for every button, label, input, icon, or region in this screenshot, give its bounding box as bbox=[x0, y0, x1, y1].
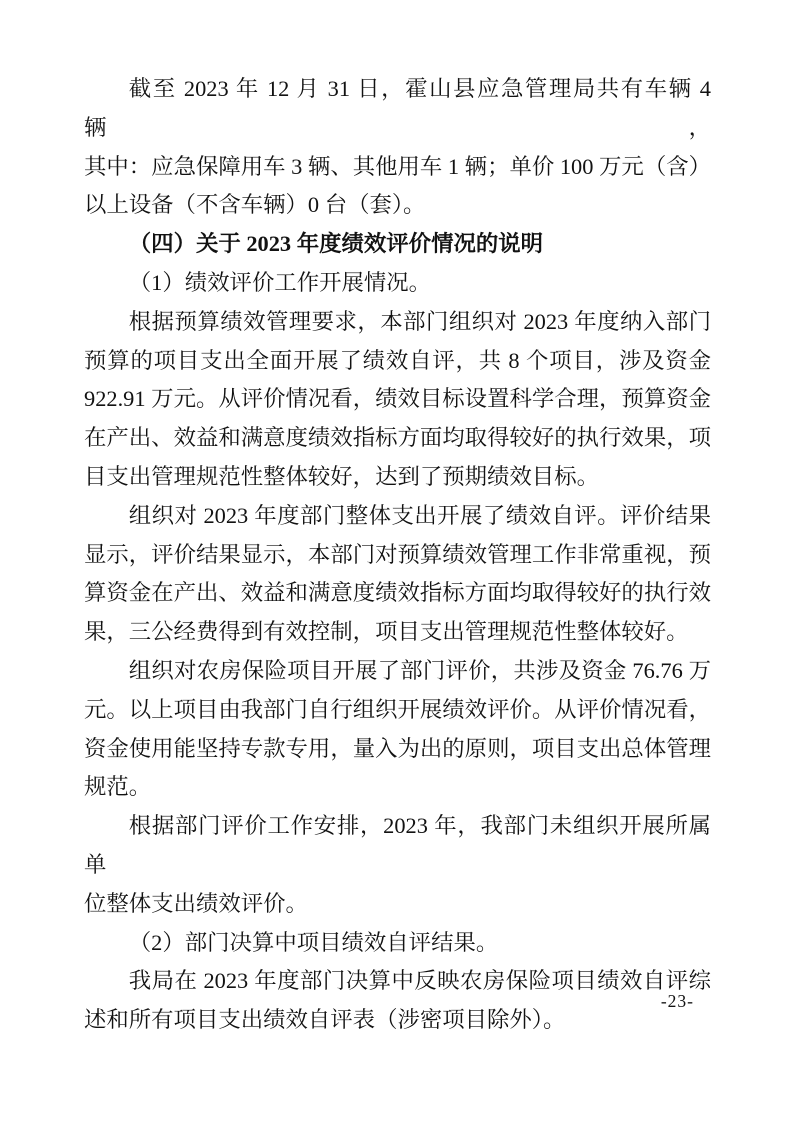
paragraph-line: 规范。 bbox=[84, 774, 152, 800]
paragraph-line: 其中：应急保障用车 3 辆、其他用车 1 辆；单价 100 万元（含） bbox=[84, 153, 711, 179]
section-heading-line: （四）关于 2023 年度绩效评价情况的说明 bbox=[128, 231, 544, 257]
paragraph-line: 位整体支出绩效评价。 bbox=[84, 890, 308, 916]
paragraph-line: （1）绩效评价工作开展情况。 bbox=[128, 269, 432, 295]
paragraph-line: 根据部门评价工作安排，2023 年，我部门未组织开展所属单 bbox=[84, 813, 711, 877]
paragraph-line: 922.91 万元。从评价情况看，绩效目标设置科学合理，预算资金 bbox=[84, 386, 711, 412]
paragraph-line: 截至 2023 年 12 月 31 日，霍山县应急管理局共有车辆 4 辆， bbox=[84, 76, 711, 140]
paragraph-line: 根据预算绩效管理要求，本部门组织对 2023 年度纳入部门 bbox=[128, 308, 711, 334]
paragraph-line: 组织对农房保险项目开展了部门评价，共涉及资金 76.76 万 bbox=[128, 657, 711, 683]
paragraph-line: 在产出、效益和满意度绩效指标方面均取得较好的执行效果，项 bbox=[84, 425, 711, 451]
paragraph-line: 述和所有项目支出绩效自评表（涉密项目除外）。 bbox=[84, 1007, 566, 1033]
page-number: -23- bbox=[660, 991, 694, 1011]
paragraph-line: 以上设备（不含车辆）0 台（套）。 bbox=[84, 192, 426, 218]
paragraph-line: 预算的项目支出全面开展了绩效自评，共 8 个项目，涉及资金 bbox=[84, 347, 711, 373]
paragraph-line: （2）部门决算中项目绩效自评结果。 bbox=[128, 929, 499, 955]
paragraph-line: 果，三公经费得到有效控制，项目支出管理规范性整体较好。 bbox=[84, 619, 689, 645]
paragraph-line: 元。以上项目由我部门自行组织开展绩效评价。从评价情况看， bbox=[84, 696, 711, 722]
paragraph-line: 算资金在产出、效益和满意度绩效指标方面均取得较好的执行效 bbox=[84, 580, 711, 606]
document-body bbox=[84, 70, 711, 1040]
paragraph-line: 显示，评价结果显示，本部门对预算绩效管理工作非常重视，预 bbox=[84, 541, 711, 567]
paragraph-line: 资金使用能坚持专款专用，量入为出的原则，项目支出总体管理 bbox=[84, 735, 711, 761]
paragraph-line: 目支出管理规范性整体较好，达到了预期绩效目标。 bbox=[84, 463, 599, 489]
paragraph-line: 我局在 2023 年度部门决算中反映农房保险项目绩效自评综 bbox=[128, 968, 711, 994]
paragraph-line: 组织对 2023 年度部门整体支出开展了绩效自评。评价结果 bbox=[128, 502, 711, 528]
